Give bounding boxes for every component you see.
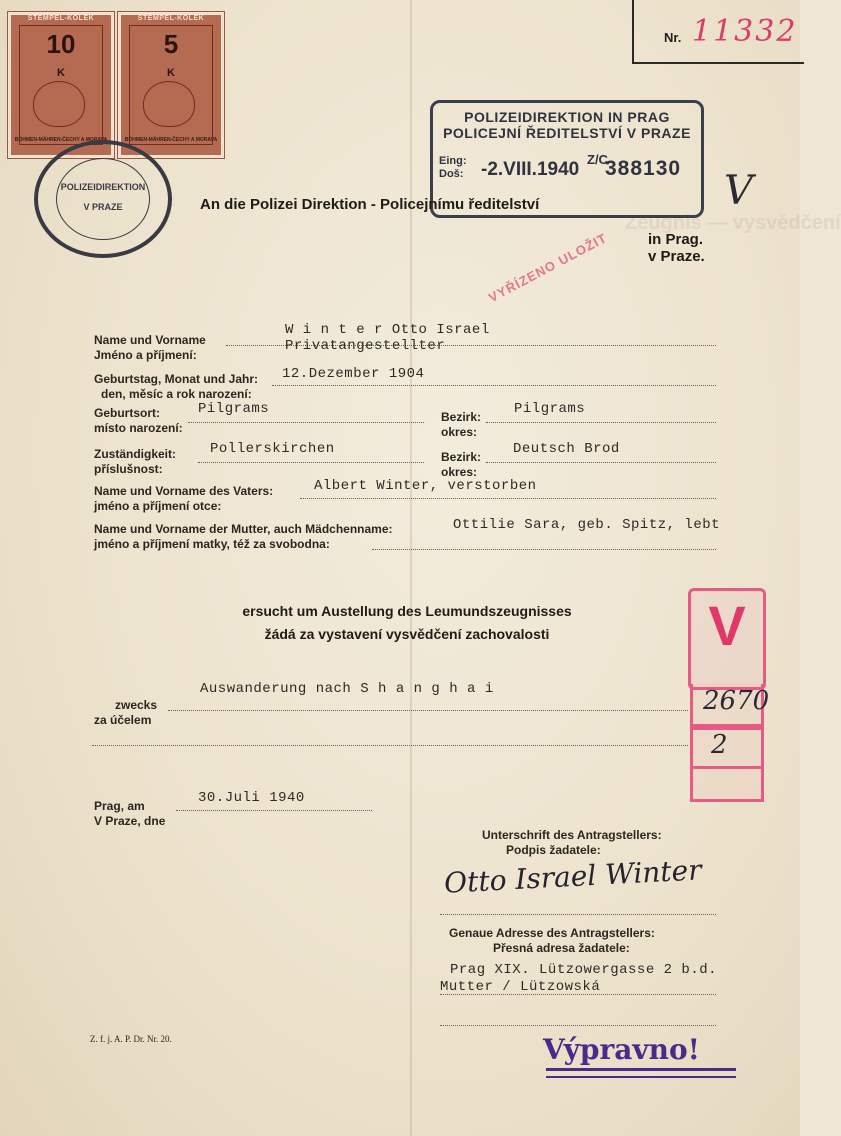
birthplace-label-cz: místo narození: xyxy=(94,421,183,435)
mother-label-de: Name und Vorname der Mutter, auch Mädchenname: xyxy=(94,522,393,536)
paper-fold xyxy=(410,0,412,1136)
zust-label-cz: příslušnost: xyxy=(94,462,163,476)
police-stamp-number: 388130 xyxy=(605,157,682,180)
tax-stamp-band: BÖHMEN-MÄHREN-ČECHY A MORAVA xyxy=(14,137,108,143)
name-value: W i n t e r Otto Israel xyxy=(285,322,490,338)
address-label-de: Genaue Adresse des Antragstellers: xyxy=(449,926,655,940)
round-stamp-text: V PRAZE xyxy=(83,202,123,212)
dob-label-cz: den, měsíc a rok narození: xyxy=(101,387,252,401)
bezirk-label-cz: okres: xyxy=(441,465,478,479)
pink-v-letter: V xyxy=(708,594,746,657)
purpose-label-cz: za účelem xyxy=(94,713,152,727)
round-stamp-text: POLIZEIDIREKTION xyxy=(60,182,146,192)
address-line2: Mutter / Lützowská xyxy=(440,979,601,995)
vypravno-stamp: Výpravno! xyxy=(543,1033,700,1066)
father-label-cz: jméno a příjmení otce: xyxy=(94,499,222,513)
bezirk-label-de: Bezirk: xyxy=(441,450,482,464)
name-label-de: Name und Vorname xyxy=(94,333,206,347)
bezirk-label-cz: okres: xyxy=(441,425,478,439)
signature-label-de: Unterschrift des Antragstellers: xyxy=(482,828,662,842)
father-label-de: Name und Vorname des Vaters: xyxy=(94,484,274,498)
pink-v-stamp xyxy=(688,588,766,690)
pink-box-value1: 2670 xyxy=(703,686,770,716)
pink-box-value2: 2 xyxy=(711,730,728,760)
tax-stamp-10 xyxy=(8,12,114,158)
police-stamp-line2: POLICEJNÍ ŘEDITELSTVÍ V PRAZE xyxy=(443,125,691,141)
pink-diagonal-stamp: VYŘÍZENO ULOŽIT xyxy=(486,230,610,306)
bleed-through: Zeugnis — vysvědčení xyxy=(625,212,841,234)
tax-stamp-unit: K xyxy=(57,67,65,79)
addressee-line: An die Polizei Direktion - Policejnímu ředitelství xyxy=(200,196,540,213)
mother-label-cz: jméno a příjmení matky, též za svobodna: xyxy=(94,537,330,551)
address-line1: Prag XIX. Lützowergasse 2 b.d. xyxy=(450,962,718,978)
zust-label-de: Zuständigkeit: xyxy=(94,447,177,461)
bezirk1-value: Pilgrams xyxy=(514,401,586,417)
lion-crest-icon xyxy=(33,81,85,127)
name-label-cz: Jméno a příjmení: xyxy=(94,348,197,362)
handwritten-mark: V xyxy=(724,168,753,214)
purpose-label-de: zwecks xyxy=(115,698,158,712)
vypravno-underline xyxy=(546,1076,736,1078)
police-stamp-zc: Z/C xyxy=(587,152,608,167)
bezirk2-value: Deutsch Brod xyxy=(513,441,620,457)
police-stamp-labels: Eing: Doš: xyxy=(439,155,467,180)
tax-stamp-value: 10 xyxy=(46,29,76,59)
tax-stamp-header: STEMPEL-KOLEK xyxy=(27,15,95,22)
place-date-label-de: Prag, am xyxy=(94,799,145,813)
place-date-label-cz: V Praze, dne xyxy=(94,814,166,828)
place-date-value: 30.Juli 1940 xyxy=(198,790,305,806)
zust-value: Pollerskirchen xyxy=(210,441,335,457)
vypravno-underline xyxy=(546,1068,736,1071)
tax-stamp-header: STEMPEL-KOLEK xyxy=(137,15,205,22)
request-de: ersucht um Austellung des Leumundszeugnisses xyxy=(242,603,572,619)
applicant-signature: Otto Israel Winter xyxy=(443,853,703,900)
police-stamp-line1: POLIZEIDIREKTION IN PRAG xyxy=(464,109,670,125)
tax-stamp-value: 5 xyxy=(163,29,179,59)
city-de: in Prag. xyxy=(648,231,704,248)
bezirk-label-de: Bezirk: xyxy=(441,410,482,424)
lion-crest-icon xyxy=(143,81,195,127)
occupation-value: Privatangestellter xyxy=(285,338,446,354)
tax-stamp-band: BÖHMEN-MÄHREN-ČECHY A MORAVA xyxy=(124,137,218,143)
pink-box-cell xyxy=(690,766,764,802)
pink-box-cell xyxy=(690,727,764,769)
tax-stamp-unit: K xyxy=(167,67,175,79)
purpose-value: Auswanderung nach S h a n g h a i xyxy=(200,681,494,697)
number-box xyxy=(632,0,804,64)
father-value: Albert Winter, verstorben xyxy=(314,478,537,494)
mother-value: Ottilie Sara, geb. Spitz, lebt xyxy=(453,517,721,533)
pink-box-cell xyxy=(690,684,770,727)
round-seal-stamp xyxy=(34,140,172,258)
police-stamp-date: -2.VIII.1940 xyxy=(481,159,580,180)
tax-stamp-5 xyxy=(118,12,224,158)
dob-value: 12.Dezember 1904 xyxy=(282,366,425,382)
number-value: 11332 xyxy=(692,14,798,49)
number-label: Nr. xyxy=(664,30,682,45)
address-label-cz: Přesná adresa žadatele: xyxy=(493,941,630,955)
birthplace-label-de: Geburtsort: xyxy=(94,406,160,420)
form-code: Z. f. j. A. P. Dr. Nr. 20. xyxy=(90,1034,172,1044)
birthplace-value: Pilgrams xyxy=(198,401,270,417)
request-cz: žádá za vystavení vysvědčení zachovalosti xyxy=(264,626,550,642)
city-cz: v Praze. xyxy=(648,248,705,265)
signature-label-cz: Podpis žadatele: xyxy=(506,843,601,857)
dob-label-de: Geburtstag, Monat und Jahr: xyxy=(94,372,259,386)
